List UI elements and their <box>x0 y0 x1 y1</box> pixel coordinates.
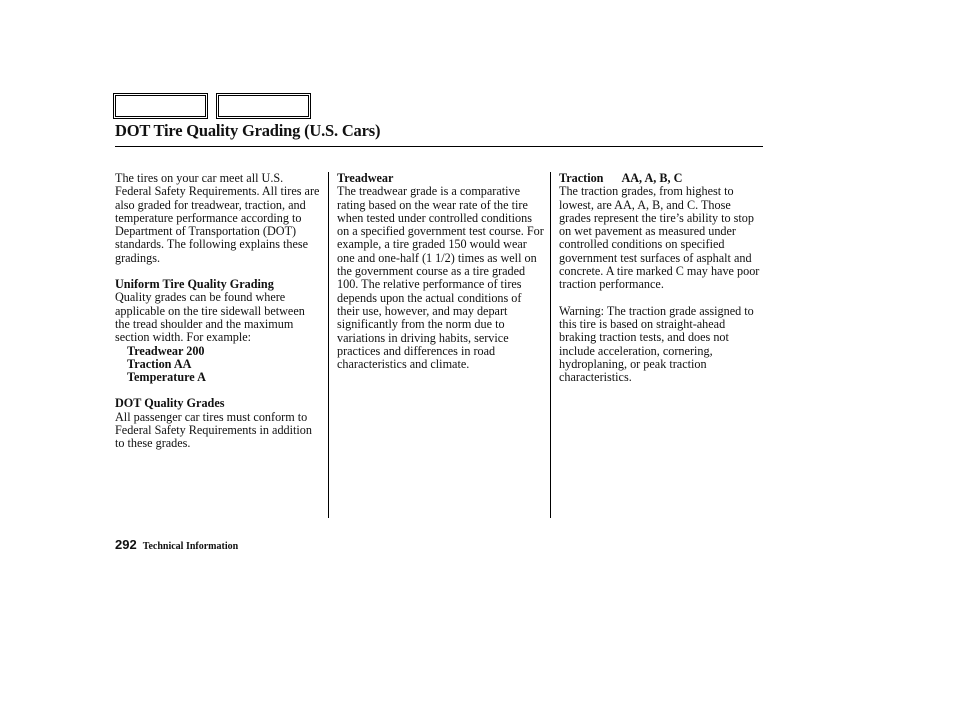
traction-grades: AA, A, B, C <box>621 171 683 185</box>
title-rule <box>115 146 763 147</box>
page-footer <box>115 536 238 554</box>
dot-grades-paragraph: All passenger car tires must conform to Federal Safety Requirements in addition to these grades. <box>115 409 312 451</box>
traction-paragraph: The traction grades, from highest to lowest, are AA, A, B, and C. Those grades represent the tire’s ability to stop on wet pavement as measured under controlled conditions on specified government test surfaces of asphalt and concrete. A tire marked C may have poor traction performance. <box>559 184 760 292</box>
traction-heading-line <box>559 172 764 185</box>
column-divider-1 <box>328 172 329 518</box>
page-title: DOT Tire Quality Grading (U.S. Cars) <box>115 121 381 140</box>
dot-grades-heading: DOT Quality Grades <box>115 396 225 411</box>
column-intro <box>115 172 320 451</box>
example-temperature: Temperature A <box>127 370 206 385</box>
traction-heading: Traction <box>559 171 604 185</box>
example-traction: Traction AA <box>127 356 192 371</box>
page-number: 292 <box>115 537 137 552</box>
treadwear-paragraph: The treadwear grade is a comparative rating based on the wear rate of the tire when tested under controlled conditions on a specified government test course. For example, a tire graded 150 would wear one and one-half (1 1/2) times as well on the government course as a tire graded 100. The relative performance of tires depends upon the actual conditions of their use, however, and may depart significantly from the norm due to variations in driving habits, service practices and differences in road characteristics and climate. <box>337 184 544 372</box>
nav-tab-box-2[interactable] <box>216 93 311 119</box>
column-divider-2 <box>550 172 551 518</box>
intro-paragraph: The tires on your car meet all U.S. Federal Safety Requirements. All tires are also graded for treadwear, traction, and temperature performance according to Department of Transportation (DOT) standards. The following explains these gradings. <box>115 171 320 265</box>
example-treadwear: Treadwear 200 <box>127 343 205 358</box>
treadwear-heading: Treadwear <box>337 171 394 185</box>
section-name: Technical Information <box>142 541 239 552</box>
column-treadwear <box>337 172 544 371</box>
uniform-grading-paragraph: Quality grades can be found where applicable on the tire sidewall between the tread shoulder and the maximum section width. For example: <box>115 290 305 345</box>
uniform-grading-heading: Uniform Tire Quality Grading <box>115 277 274 292</box>
traction-warning: Warning: The traction grade assigned to this tire is based on straight-ahead braking traction tests, and does not include acceleration, cornering, hydroplaning, or peak traction characteristics. <box>559 303 754 385</box>
column-traction <box>559 172 764 384</box>
nav-tab-box-1[interactable] <box>113 93 208 119</box>
